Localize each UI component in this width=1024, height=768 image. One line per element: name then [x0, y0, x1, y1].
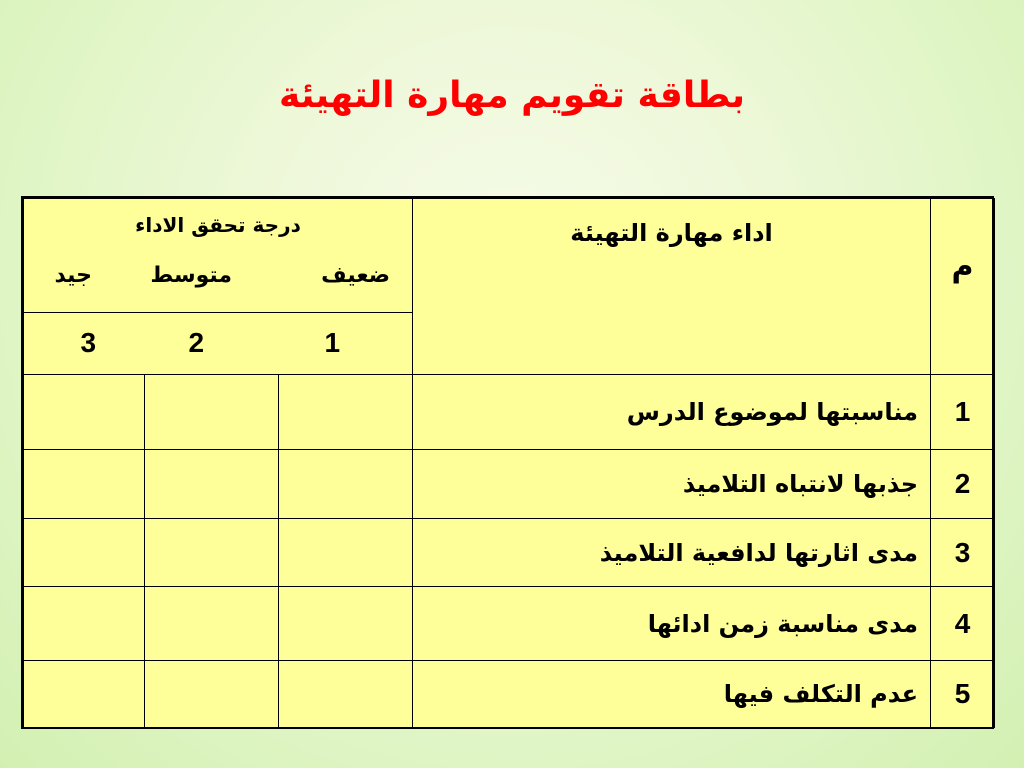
rating-cell-good[interactable] — [24, 587, 145, 661]
table-row — [24, 375, 995, 450]
rating-cell-medium[interactable] — [145, 519, 279, 587]
rating-cell-good[interactable] — [24, 375, 145, 450]
evaluation-table — [21, 196, 994, 729]
rating-cell-good[interactable] — [24, 450, 145, 519]
rating-cell-medium[interactable] — [145, 375, 279, 450]
rating-cell-weak[interactable] — [279, 587, 413, 661]
grade-header — [24, 199, 413, 313]
rating-cell-weak[interactable] — [279, 661, 413, 728]
score-weak: 1 — [324, 327, 341, 358]
number-column-header: م — [931, 199, 995, 375]
rating-cell-good[interactable] — [24, 661, 145, 728]
grade-header-title: درجة تحقق الاداء — [135, 213, 301, 237]
table-row — [24, 587, 995, 661]
rating-cell-weak[interactable] — [279, 450, 413, 519]
row-number: 1 — [931, 375, 995, 450]
row-number: 3 — [931, 519, 995, 587]
score-medium: 2 — [188, 327, 205, 358]
skill-item: مناسبتها لموضوع الدرس — [413, 375, 931, 450]
skill-item: جذبها لانتباه التلاميذ — [413, 450, 931, 519]
level-good-label: جيد — [54, 263, 93, 288]
rating-cell-good[interactable] — [24, 519, 145, 587]
table-row — [24, 450, 995, 519]
evaluation-grid — [23, 198, 995, 728]
level-weak-label: ضعيف — [321, 263, 391, 288]
page-title: بطاقة تقويم مهارة التهيئة — [279, 75, 745, 116]
rating-cell-weak[interactable] — [279, 375, 413, 450]
score-header — [24, 313, 413, 375]
row-number: 2 — [931, 450, 995, 519]
level-medium-label: متوسط — [150, 263, 233, 288]
row-number: 4 — [931, 587, 995, 661]
score-good: 3 — [80, 327, 97, 358]
skill-item: عدم التكلف فيها — [413, 661, 931, 728]
table-row — [24, 661, 995, 728]
skill-item: مدى مناسبة زمن ادائها — [413, 587, 931, 661]
rating-cell-medium[interactable] — [145, 661, 279, 728]
row-number: 5 — [931, 661, 995, 728]
rating-cell-medium[interactable] — [145, 587, 279, 661]
skill-item: مدى اثارتها لدافعية التلاميذ — [413, 519, 931, 587]
table-row — [24, 519, 995, 587]
skill-column-header: اداء مهارة التهيئة — [413, 199, 931, 375]
rating-cell-weak[interactable] — [279, 519, 413, 587]
rating-cell-medium[interactable] — [145, 450, 279, 519]
